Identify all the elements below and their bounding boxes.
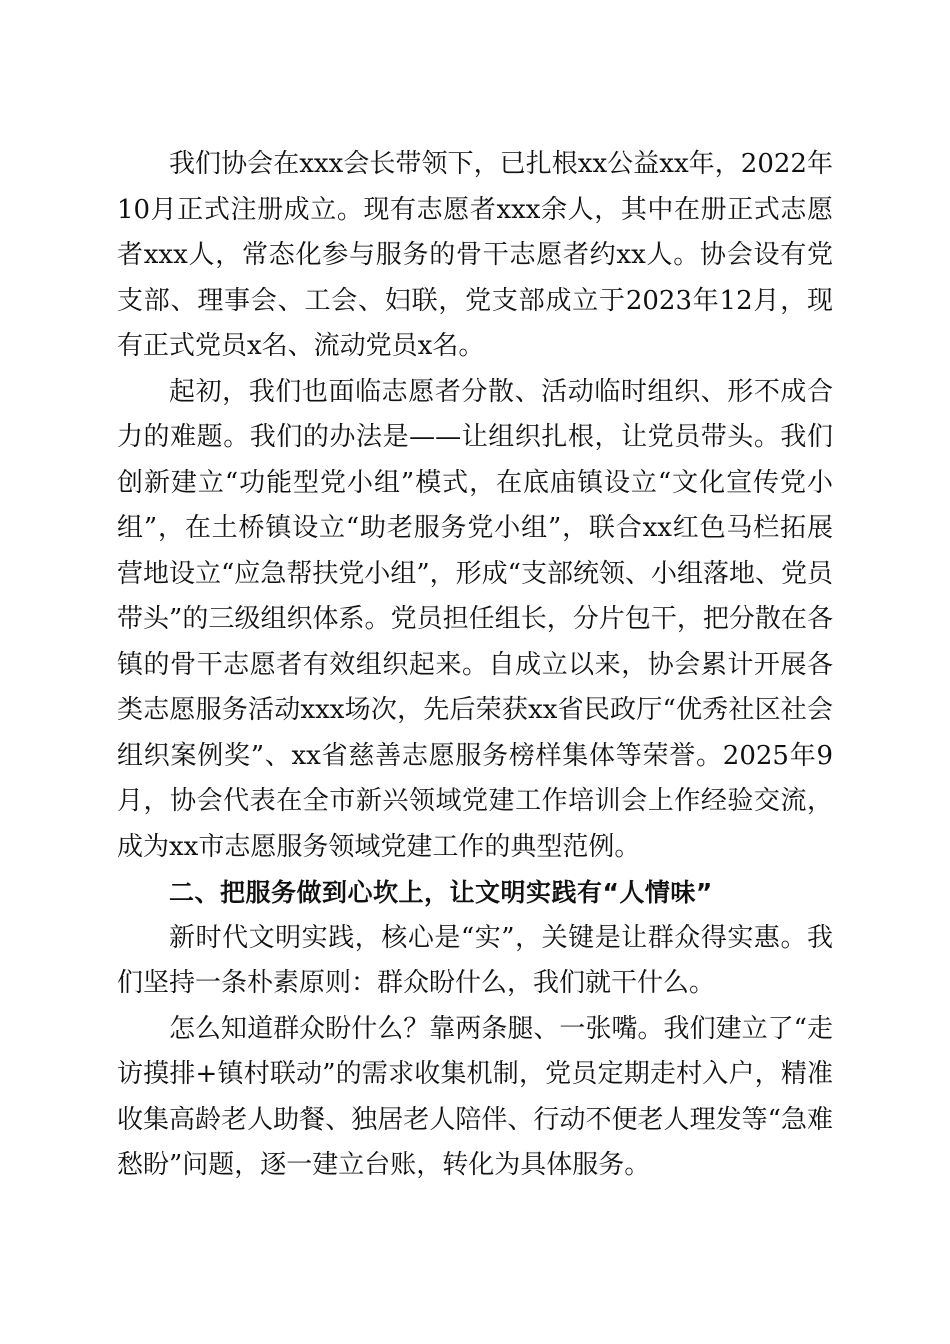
paragraph-organization-model: 起初，我们也面临志愿者分散、活动临时组织、形不成合力的难题。我们的办法是——让组织扎根，让党员带头。我们创新建立“功能型党小组”模式，在底庙镇设立“文化宣传党小组”，在土桥镇设立“助老服务党小组”，联合xx红色马栏拓展营地设立“应急帮扶党小组”，形成“支部统领、小组落地、党员带头”的三级组织体系。党员担任组长，分片包干，把分散在各镇的骨干志愿者有效组织起来。自成立以来，协会累计开展各类志愿服务活动xxx场次，先后荣获xx省民政厅“优秀社区社会组织案例奖”、xx省慈善志愿服务榜样集体等荣誉。2025年9月，协会代表在全市新兴领域党建工作培训会上作经验交流，成为xx市志愿服务领域党建工作的典型范例。: [117, 376, 833, 862]
section-heading: 二、把服务做到心坎上，让文明实践有“人情味”: [169, 878, 713, 907]
paragraph-practice-principle: 新时代文明实践，核心是“实”，关键是让群众得实惠。我们坚持一条朴素原则：群众盼什么，我们就干什么。: [117, 922, 833, 998]
paragraph-association-intro: 我们协会在xxx会长带领下，已扎根xx公益xx年，2022年10月正式注册成立。现有志愿者xxx余人，其中在册正式志愿者xxx人，常态化参与服务的骨干志愿者约xx人。协会设有党支部、理事会、工会、妇联，党支部成立于2023年12月，现有正式党员x名、流动党员x名。: [117, 149, 833, 361]
paragraph-needs-collection: 怎么知道群众盼什么？靠两条腿、一张嘴。我们建立了“走访摸排+镇村联动”的需求收集机制，党员定期走村入户，精准收集高龄老人助餐、独居老人陪伴、行动不便老人理发等“急难愁盼”问题，逐一建立台账，转化为具体服务。: [117, 1013, 833, 1180]
document-body: [117, 142, 833, 1189]
